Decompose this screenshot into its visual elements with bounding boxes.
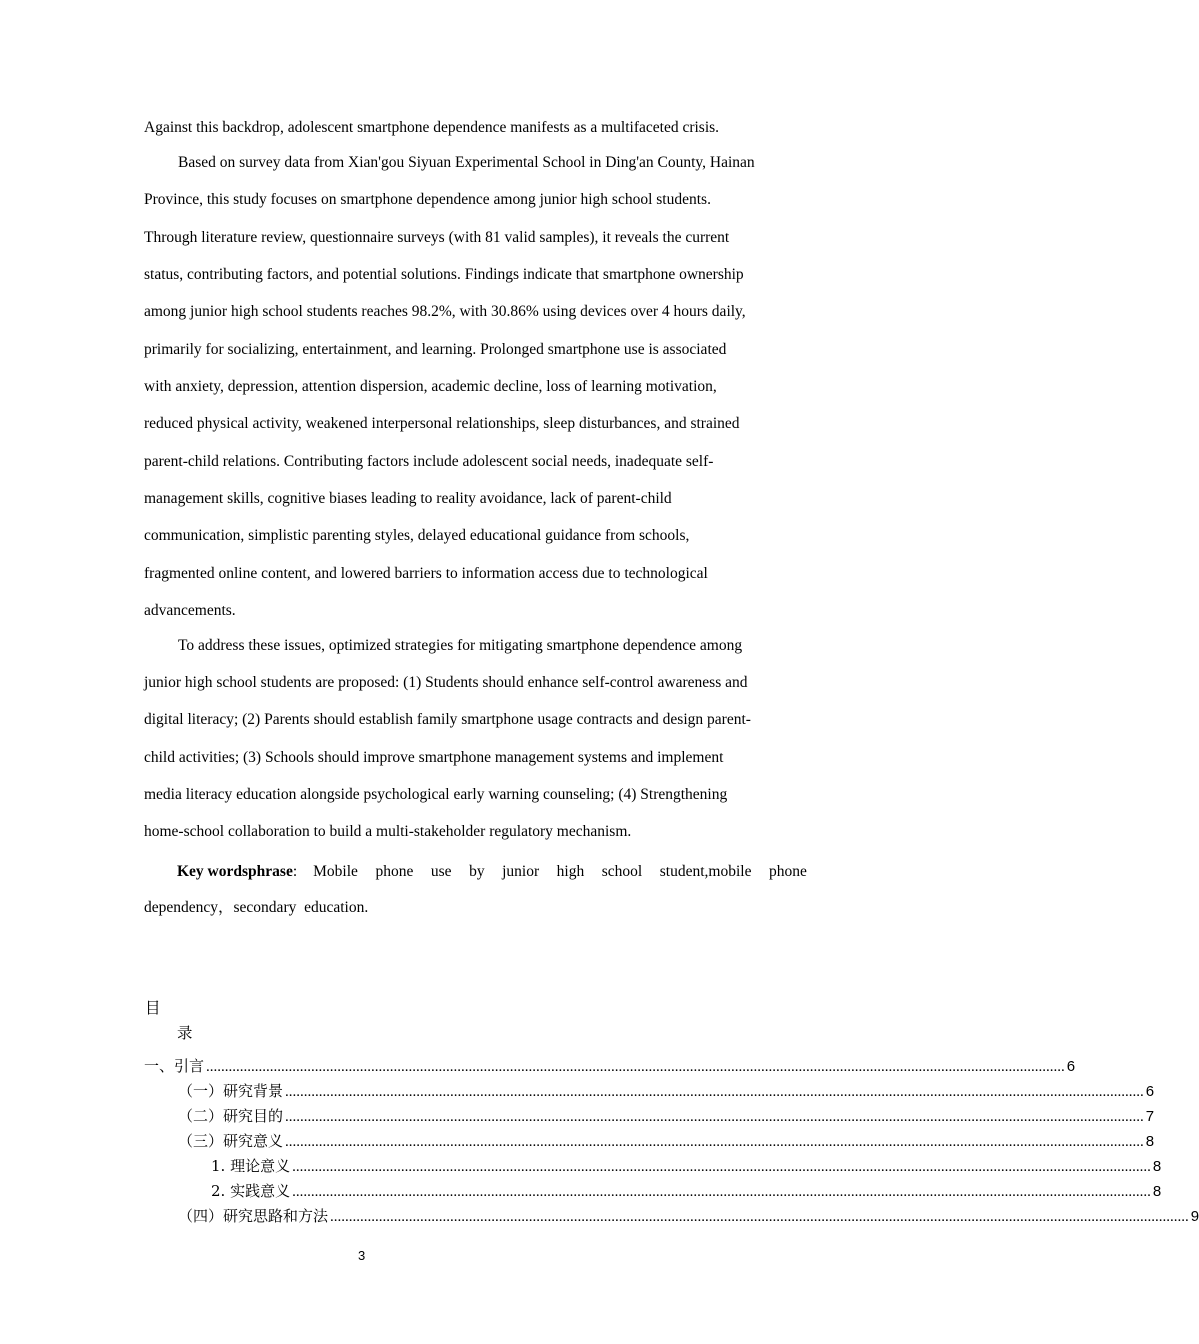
keywords-label-group <box>177 862 297 882</box>
toc-entry[interactable] <box>144 1055 1076 1076</box>
text-line: status, contributing factors, and potential solutions. Findings indicate that smartphone ownership <box>144 266 744 283</box>
text-line: media literacy education alongside psychological early warning counseling; (4) Strengthening <box>144 786 728 803</box>
toc-entry-page: 8 <box>1145 1133 1155 1150</box>
toc-leader-dots: ..................................................................................................................................................................................................................................... <box>292 1159 1151 1175</box>
text-line: Province, this study focuses on smartphone dependence among junior high school students. <box>144 191 711 208</box>
toc-leader-dots: ..................................................................................................................................................................................................................................... <box>285 1134 1144 1150</box>
toc-entry[interactable] <box>178 1105 1155 1126</box>
toc-entry-label: （三）研究意义 <box>178 1132 284 1150</box>
text-line: among junior high school students reaches 98.2%, with 30.86% using devices over 4 hours daily, <box>144 303 746 320</box>
toc-entry[interactable] <box>178 1205 1199 1226</box>
text-line: child activities; (3) Schools should improve smartphone management systems and implement <box>144 749 724 766</box>
keyword-word: phone <box>769 863 807 880</box>
keywords-line-1 <box>177 862 807 882</box>
toc-title-char-2: 录 <box>177 1024 193 1042</box>
keyword-word: high <box>556 863 585 880</box>
keywords-words <box>313 862 807 882</box>
text-line: parent-child relations. Contributing factors include adolescent social needs, inadequate self- <box>144 453 714 470</box>
keyword-word: use <box>430 863 452 880</box>
toc-entry-page: 8 <box>1152 1158 1162 1175</box>
keywords-line-2: dependency，secondary education. <box>144 899 369 916</box>
text-line: advancements. <box>144 602 236 619</box>
text-line: digital literacy; (2) Parents should establish family smartphone usage contracts and design parent- <box>144 711 751 728</box>
toc-entry-page: 9 <box>1190 1208 1199 1225</box>
toc-entry[interactable] <box>178 1130 1155 1151</box>
keyword-word: phone <box>375 863 414 880</box>
text-line: communication, simplistic parenting styles, delayed educational guidance from schools, <box>144 527 690 544</box>
toc-entry-label: 2. 实践意义 <box>211 1182 291 1200</box>
toc-leader-dots: ..................................................................................................................................................................................................................................... <box>330 1209 1189 1225</box>
text-line: Against this backdrop, adolescent smartphone dependence manifests as a multifaceted crisis. <box>144 119 720 136</box>
keyword-word: by <box>469 863 485 880</box>
toc-entry-label: （四）研究思路和方法 <box>178 1207 329 1225</box>
keyword-word: junior <box>502 863 540 880</box>
toc-entry-page: 6 <box>1145 1083 1155 1100</box>
toc-entry-label: （一）研究背景 <box>178 1082 284 1100</box>
toc-entry-page: 7 <box>1145 1108 1155 1125</box>
text-line: Based on survey data from Xian'gou Siyuan Experimental School in Ding'an County, Hainan <box>178 154 755 171</box>
toc-leader-dots: ..................................................................................................................................................................................................................................... <box>285 1084 1144 1100</box>
toc-entry-page: 8 <box>1152 1183 1162 1200</box>
text-line: reduced physical activity, weakened interpersonal relationships, sleep disturbances, and strained <box>144 415 740 432</box>
toc-entry-label: 一、引言 <box>144 1057 205 1075</box>
toc-entry[interactable] <box>211 1155 1162 1176</box>
keyword-word: student,mobile <box>659 863 752 880</box>
toc-entry-page: 6 <box>1066 1058 1076 1075</box>
keyword-word: school <box>601 863 643 880</box>
text-line: with anxiety, depression, attention dispersion, academic decline, loss of learning motivation, <box>144 378 717 395</box>
keywords-label: Key wordsphrase <box>177 863 293 880</box>
text-line: home-school collaboration to build a multi-stakeholder regulatory mechanism. <box>144 823 632 840</box>
keyword-word: Mobile <box>313 863 358 880</box>
toc-entry-label: （二）研究目的 <box>178 1107 284 1125</box>
text-line: fragmented online content, and lowered barriers to information access due to technological <box>144 565 708 582</box>
toc-title-char-1: 目 <box>145 999 161 1017</box>
text-line: To address these issues, optimized strategies for mitigating smartphone dependence among <box>178 637 743 654</box>
toc-leader-dots: ..................................................................................................................................................................................................................................... <box>285 1109 1144 1125</box>
text-line: Through literature review, questionnaire surveys (with 81 valid samples), it reveals the current <box>144 229 730 246</box>
toc-entry[interactable] <box>211 1180 1162 1201</box>
toc-entry[interactable] <box>178 1080 1155 1101</box>
text-line: primarily for socializing, entertainment, and learning. Prolonged smartphone use is associated <box>144 341 727 358</box>
page-number: 3 <box>358 1248 366 1263</box>
text-line: management skills, cognitive biases leading to reality avoidance, lack of parent-child <box>144 490 672 507</box>
toc-leader-dots: ..................................................................................................................................................................................................................................... <box>292 1184 1151 1200</box>
toc-leader-dots: ..................................................................................................................................................................................................................................... <box>206 1059 1065 1075</box>
text-line: junior high school students are proposed: (1) Students should enhance self-control awareness and <box>144 674 748 691</box>
keywords-colon: : <box>292 863 298 880</box>
toc-entry-label: 1. 理论意义 <box>211 1157 291 1175</box>
